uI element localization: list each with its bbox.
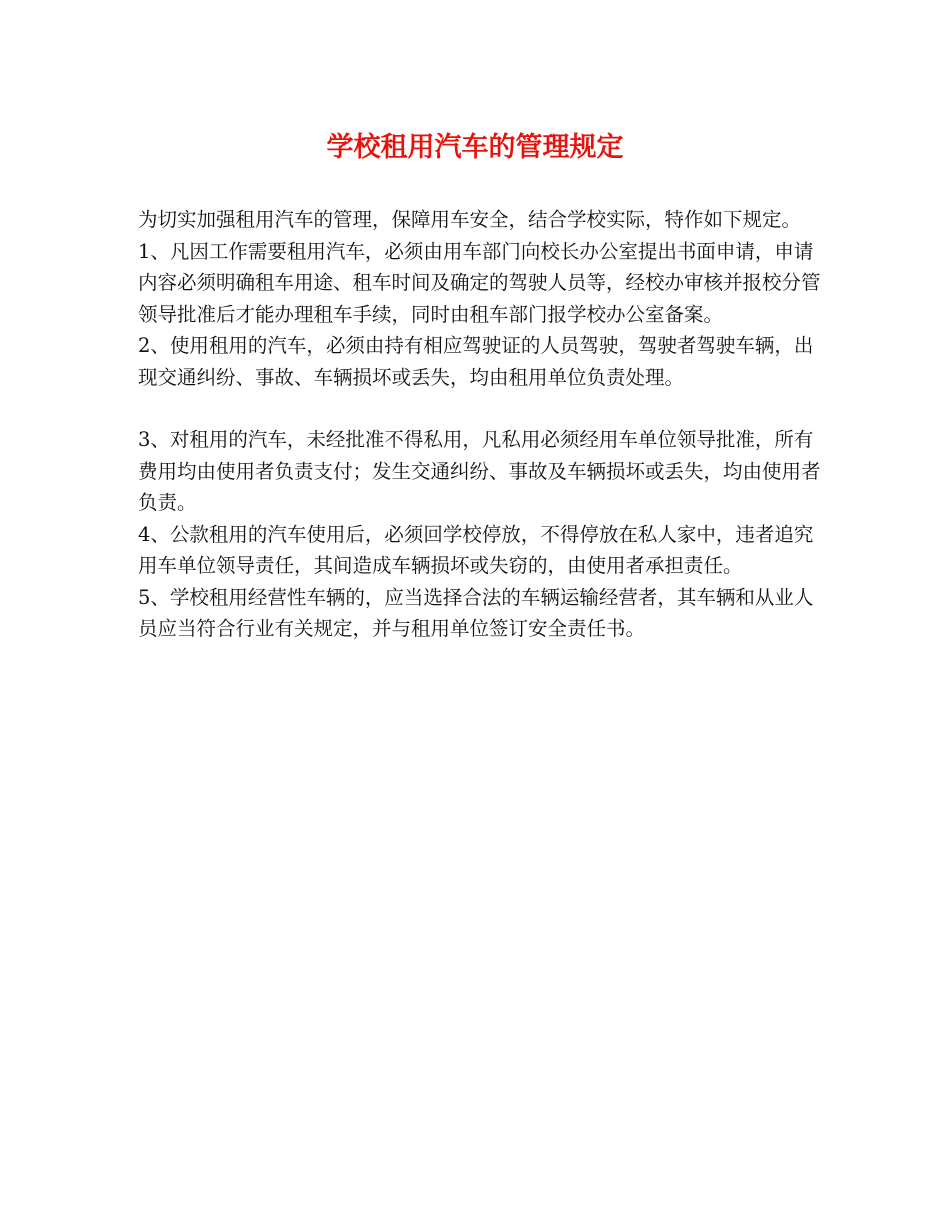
document-title: 学校租用汽车的管理规定 [326,132,624,163]
document-body [138,204,828,645]
clause-1-paragraph: 1、凡因工作需要租用汽车，必须由用车部门向校长办公室提出书面申请，申请内容必须明确租车用途、租车时间及确定的驾驶人员等，经校办审核并报校分管领导批准后才能办理租车手续，同时由租车部门报学校办公室备案。 [138,239,821,326]
clause-2-paragraph: 2、使用租用的汽车，必须由持有相应驾驶证的人员驾驶，驾驶者驾驶车辆，出现交通纠纷、事故、车辆损坏或丢失，均由租用单位负责处理。 [138,334,814,389]
intro-paragraph: 为切实加强租用汽车的管理，保障用车安全，结合学校实际，特作如下规定。 [138,208,802,231]
clause-3-paragraph: 3、对租用的汽车，未经批准不得私用，凡私用必须经用车单位领导批准，所有费用均由使用者负责支付；发生交通纠纷、事故及车辆损坏或丢失，均由使用者负责。 [138,428,821,514]
clause-5-paragraph: 5、学校租用经营性车辆的，应当选择合法的车辆运输经营者，其车辆和从业人员应当符合行业有关规定，并与租用单位签订安全责任书。 [138,585,814,640]
clause-4-paragraph: 4、公款租用的汽车使用后，必须回学校停放，不得停放在私人家中，违者追究用车单位领导责任，其间造成车辆损坏或失窃的，由使用者承担责任。 [138,522,814,577]
